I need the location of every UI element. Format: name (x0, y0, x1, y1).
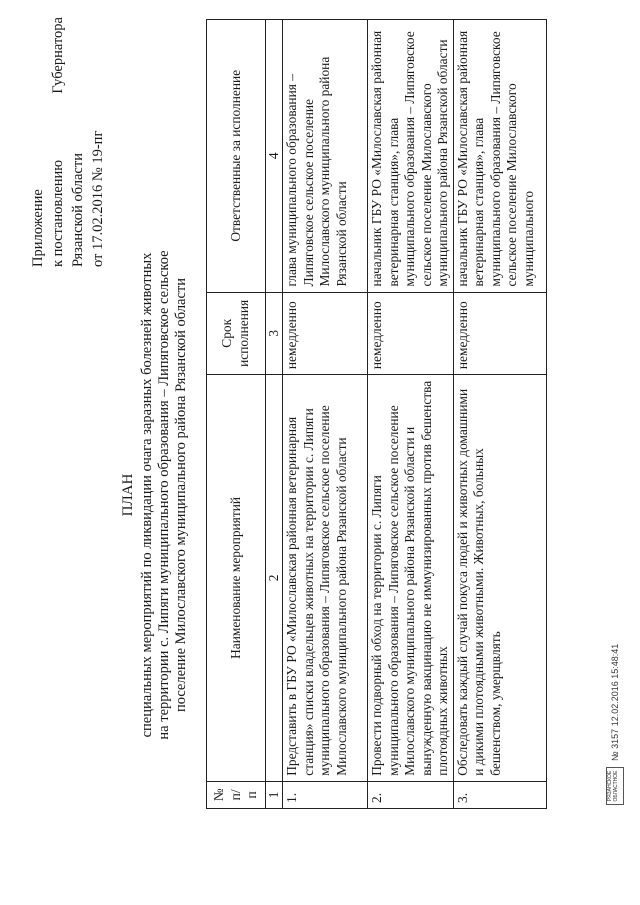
stamp-info (610, 644, 620, 761)
column-number: 4 (265, 20, 283, 293)
plan-subtitle-line-3: поселение Милославского муниципального района Рязанской области (173, 277, 189, 713)
table-row (453, 20, 546, 809)
header-responsible: Ответственные за исполнение (207, 20, 266, 293)
row-action: Обследовать каждый случай покуса людей и животных домашними и дикими плотоядными животными. Животных, больных бешенством, умерщвлять (453, 375, 546, 782)
header-term: Срок исполнения (207, 292, 266, 375)
row-term: немедленно (283, 292, 368, 375)
column-number-row (265, 20, 283, 809)
row-number: 2. (368, 781, 454, 808)
appendix-decree-ref: к постановлению (50, 159, 66, 267)
column-number: 3 (265, 292, 283, 375)
plan-title: ПЛАН (120, 473, 136, 517)
column-number: 1 (265, 781, 283, 808)
row-action: Представить в ГБУ РО «Милославская районная ветеринарная станция» списки владельцев животных на территории с. Липяги муниципального образования – Липяговское сельское поселение Милославского муниципального района Рязанской области (283, 375, 368, 782)
row-responsible: начальник ГБУ РО «Милославская районная ветеринарная станция», глава муниципального образования – Липяговское сельское поселение Милославского муниципального (453, 20, 546, 293)
appendix-line-2 (48, 17, 68, 267)
plan-table (206, 19, 547, 809)
row-term: немедленно (453, 292, 546, 375)
appendix-governor: Губернатора (50, 17, 66, 94)
table-row (283, 20, 368, 809)
appendix-date-number: от 17.02.2016 № 19-пг (90, 130, 106, 267)
stamp-seal: РЯЗАНСКОЕ ОБЛАСТНОЕ (606, 767, 624, 805)
row-responsible: глава муниципального образования – Липяговское сельское поселение Милославского муниципального района Рязанской области (283, 20, 368, 293)
header-action: Наименование мероприятий (207, 375, 266, 782)
row-responsible: начальник ГБУ РО «Милославская районная ветеринарная станция», глава муниципального образования – Липяговское сельское поселение Милославского муниципального района Рязанской области (368, 20, 454, 293)
appendix-block (28, 17, 108, 267)
appendix-title: Приложение (30, 189, 46, 267)
table-header-row (207, 20, 266, 809)
appendix-region: Рязанской области (70, 153, 86, 267)
registration-stamp (602, 325, 630, 805)
row-number: 1. (283, 781, 368, 808)
stamp-datetime: 12.02.2016 15:48:41 (610, 643, 620, 727)
column-number: 2 (265, 375, 283, 782)
plan-subtitle-line-1: специальных мероприятий по ликвидации очага заразных болезней животных (139, 252, 155, 738)
plan-subtitle-line-2: на территории с. Липяги муниципального образования – Липяговское сельское (156, 250, 172, 740)
row-term: немедленно (368, 292, 454, 375)
table-row (368, 20, 454, 809)
row-number: 3. (453, 781, 546, 808)
header-number: № п/п (207, 781, 266, 808)
row-action: Провести подворный обход на территории с. Липяги муниципального образования – Липяговское сельское поселение Милославского муниципального района Рязанской области и вынужденную вакцинацию не иммунизированных против бешенства плотоядных животных (368, 375, 454, 782)
stamp-number: № 3157 (610, 728, 620, 761)
plan-heading (120, 195, 190, 795)
